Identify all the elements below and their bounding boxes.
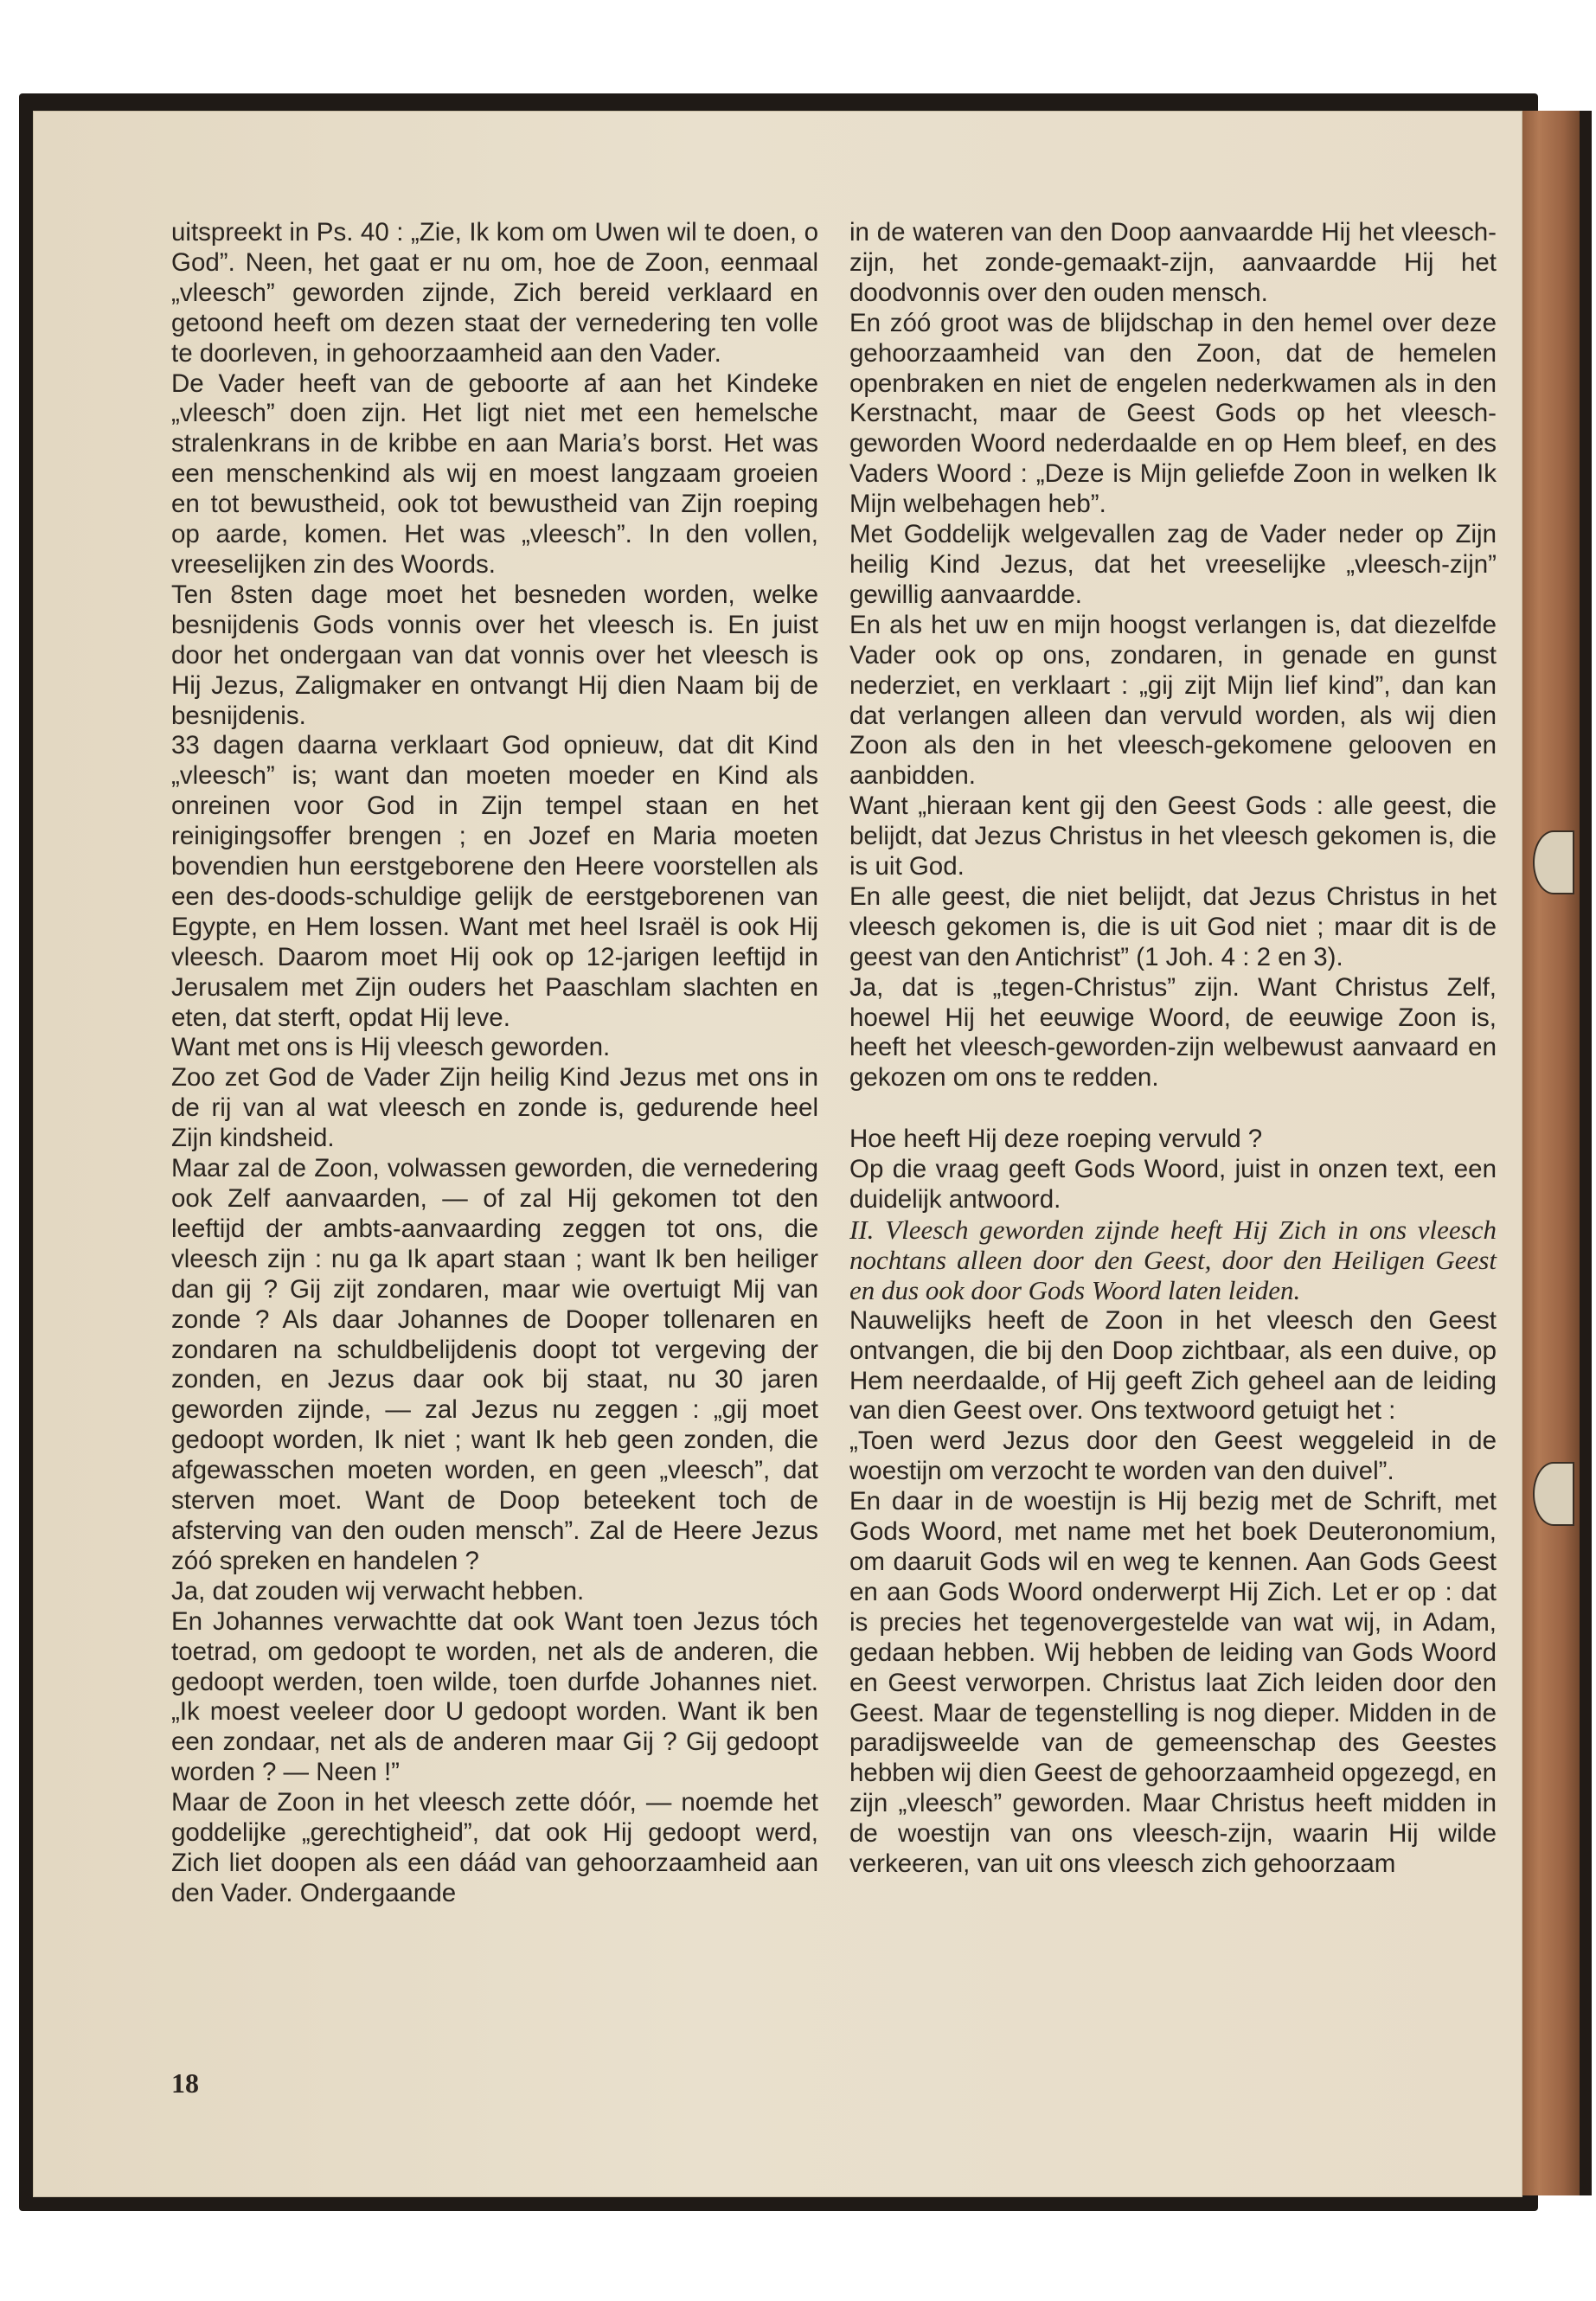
paragraph: Ten 8sten dage moet het besneden worden, welke besnijdenis Gods vonnis over het vleesch is. En juist door het ondergaan van dat vonnis over het vleesch is Hij Jezus, Zaligmaker en ontvangt Hij dien Naam bij de besnijdenis. bbox=[171, 580, 818, 730]
spine-edge bbox=[1580, 111, 1592, 2195]
paragraph: Met Goddelijk welgevallen zag de Vader neder op Zijn heilig Kind Jezus, dat het vreeselijke „vleesch-zijn” gewillig aanvaardde. bbox=[849, 520, 1497, 609]
page-number: 18 bbox=[171, 2067, 199, 2099]
paragraph: Ja, dat zouden wij verwacht hebben. bbox=[171, 1576, 585, 1606]
paragraph: En alle geest, die niet belijdt, dat Jezus Christus in het vleesch gekomen is, die is uit God niet ; maar dit is de geest van den Antichrist” (1 Joh. 4 : 2 en 3). bbox=[849, 881, 1497, 971]
paragraph: Ja, dat is „tegen-Christus” zijn. Want Christus Zelf, hoewel Hij het eeuwige Woord, de eeuwige Zoon is, heeft het vleesch-geworden-zijn welbewust aanvaard en gekozen om ons te redden. bbox=[849, 972, 1497, 1093]
paragraph: „Toen werd Jezus door den Geest weggeleid in de woestijn om verzocht te worden van den duivel”. bbox=[849, 1426, 1497, 1486]
paragraph: Nauwelijks heeft de Zoon in het vleesch den Geest ontvangen, die bij den Doop zichtbaar, als een duive, op Hem neerdaalde, of Hij geeft Zich geheel aan de leiding van dien Geest over. Ons textwoord getuigt het : bbox=[849, 1305, 1497, 1426]
paragraph: Zoo zet God de Vader Zijn heilig Kind Jezus met ons in de rij van al wat vleesch en zonde is, gedurende heel Zijn kindsheid. bbox=[171, 1063, 818, 1153]
section-gap bbox=[849, 1093, 1497, 1125]
paragraph: Want met ons is Hij vleesch geworden. bbox=[171, 1033, 611, 1062]
book-spine bbox=[1521, 111, 1581, 2195]
paragraph: Want „hieraan kent gij den Geest Gods : alle geest, die belijdt, dat Jezus Christus in het vleesch gekomen is, die is uit God. bbox=[849, 792, 1497, 881]
page-tab-marker bbox=[1533, 1462, 1574, 1526]
left-column bbox=[171, 218, 818, 1909]
section-heading: II. Vleesch geworden zijnde heeft Hij Zich in ons vleesch nochtans alleen door den Geest, door den Heiligen Geest en dus ook door Gods Woord laten leiden. bbox=[849, 1215, 1497, 1305]
paragraph: Maar de Zoon in het vleesch zette dóór, — noemde het goddelijke „gerechtigheid”, dat ook Hij gedoopt werd, Zich liet doopen als een dáád van gehoorzaamheid aan den Vader. Ondergaande bbox=[171, 1788, 818, 1907]
paragraph: uitspreekt in Ps. 40 : „Zie, Ik kom om Uwen wil te doen, o God”. Neen, het gaat er nu om, hoe de Zoon, eenmaal „vleesch” geworden zijnde, Zich bereid verklaard en getoond heeft om dezen staat der vernedering ten volle te doorleven, in gehoorzaamheid aan den Vader. bbox=[171, 218, 818, 368]
paragraph: 33 dagen daarna verklaart God opnieuw, dat dit Kind „vleesch” is; want dan moeten moeder en Kind als onreinen voor God in Zijn tempel staan en het reinigingsoffer brengen ; en Jozef en Maria moeten bovendien hun eerstgeborene den Heere voorstellen als een des-doods-schuldige gelijk de eerstgeborenen van Egypte, en Hem lossen. Want met heel Israël is ook Hij vleesch. Daarom moet Hij ook op 12-jarigen leeftijd in Jerusalem met Zijn ouders het Paaschlam slachten en eten, dat sterft, opdat Hij leve. bbox=[171, 731, 818, 1032]
paragraph: En als het uw en mijn hoogst verlangen is, dat diezelfde Vader ook op ons, zondaren, in genade en gunst nederziet, en verklaart : „gij zijt Mijn lief kind”, dan kan dat verlangen alleen dan vervuld worden, als wij dien Zoon als den in het vleesch-gekomene gelooven en aanbidden. bbox=[849, 610, 1497, 791]
paragraph: Hoe heeft Hij deze roeping vervuld ? bbox=[849, 1125, 1263, 1154]
paragraph: in de wateren van den Doop aanvaardde Hij het vleesch-zijn, het zonde-gemaakt-zijn, aanvaardde Hij het doodvonnis over den ouden mensch. bbox=[849, 218, 1497, 307]
paragraph: De Vader heeft van de geboorte af aan het Kindeke „vleesch” doen zijn. Het ligt niet met een hemelsche stralenkrans in de kribbe en aan Maria’s borst. Het was een menschenkind als wij en moest langzaam groeien en tot bewustheid, ook tot bewustheid van Zijn roeping op aarde, komen. Het was „vleesch”. In den vollen, vreeselijken zin des Woords. bbox=[171, 369, 818, 579]
paragraph: En daar in de woestijn is Hij bezig met de Schrift, met Gods Woord, met name met het boek Deuteronomium, om daaruit Gods wil en weg te kennen. Aan Gods Geest en aan Gods Woord onderwerpt Hij Zich. Let er op : dat is precies het tegenovergestelde van wat wij, in Adam, gedaan hebben. Wij hebben de leiding van Gods Woord en Geest verworpen. Christus laat Zich leiden door den Geest. Maar de tegenstelling is nog dieper. Midden in de paradijsweelde van de gemeenschap des Geestes hebben wij dien Geest de gehoorzaamheid opgezegd, en zijn „vleesch” geworden. Maar Christus heeft midden in de woestijn van ons vleesch-zijn, waarin Hij wilde verkeeren, van uit ons vleesch zich gehoorzaam bbox=[849, 1487, 1497, 1879]
paragraph: En zóó groot was de blijdschap in den hemel over deze gehoorzaamheid van den Zoon, dat de hemelen openbraken en niet de engelen nederkwamen als in den Kerstnacht, maar de Geest Gods op het vleesch-geworden Woord nederdaalde en op Hem bleef, en des Vaders Woord : „Deze is Mijn geliefde Zoon in welken Ik Mijn welbehagen heb”. bbox=[849, 308, 1497, 519]
right-column bbox=[849, 218, 1497, 1880]
paragraph: Op die vraag geeft Gods Woord, juist in onzen text, een duidelijk antwoord. bbox=[849, 1155, 1497, 1215]
paragraph: Maar zal de Zoon, volwassen geworden, die vernedering ook Zelf aanvaarden, — of zal Hij gekomen tot den leeftijd der ambts-aanvaarding zeggen tot ons, die vleesch zijn : nu ga Ik apart staan ; want Ik ben heiliger dan gij ? Gij zijt zondaren, maar wie overtuigt Mij van zonde ? Als daar Johannes de Dooper tollenaren en zondaren na schuldbelijdenis doopt tot vergeving der zonden, en Jezus daar ook bij staat, nu 30 jaren geworden zijnde, — zal Jezus nu zeggen : „gij moet gedoopt worden, Ik niet ; want Ik heb geen zonden, die afgewasschen moeten worden, en geen „vleesch”, dat sterven moet. Want de Doop beteekent toch de afsterving van den ouden mensch”. Zal de Heere Jezus zóó spreken en handelen ? bbox=[171, 1154, 818, 1575]
paragraph: En Johannes verwachtte dat ook Want toen Jezus tóch toetrad, om gedoopt te worden, net als de anderen, die gedoopt werden, toen wilde, toen durfde Johannes niet. „Ik moest veeleer door U gedoopt worden. Want ik ben een zondaar, net als de anderen maar Gij ? Gij gedoopt worden ? — Neen !” bbox=[171, 1606, 818, 1787]
page-tab-marker bbox=[1533, 830, 1574, 894]
